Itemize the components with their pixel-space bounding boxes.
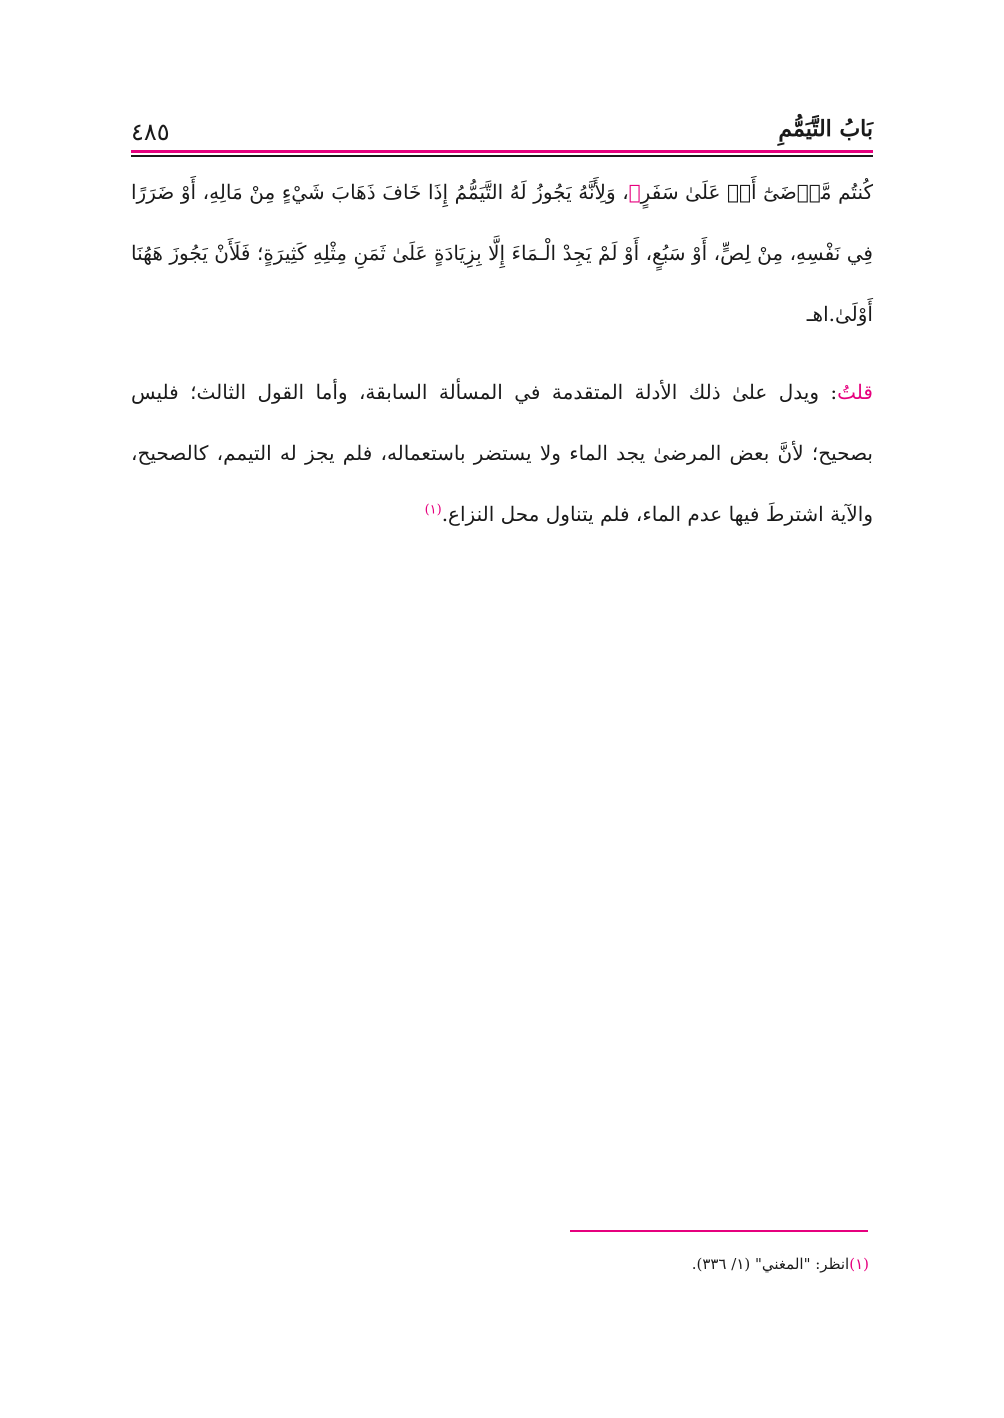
header-divider-accent	[131, 150, 873, 153]
qalat-label: قلتُ	[837, 380, 873, 404]
footnote-divider	[570, 1230, 868, 1232]
quoted-passage	[131, 162, 873, 345]
quoted-passage-text: ، وَلِأَنَّهُ يَجُوزُ لَهُ التَّيَمُّمُ إِذَا خَافَ ذَهَابَ شَيْءٍ مِنْ مَالِهِ، أَوْ ضَرَرًا فِي نَفْسِهِ، مِنْ لِصٍّ، أَوْ سَبُعٍ، أَوْ لَمْ يَجِدْ الْـمَاءَ إِلَّا بِزِيَادَةٍ عَلَىٰ ثَمَنِ مِثْلِهِ كَثِيرَةٍ؛ فَلَأَنْ يَجُوزَ هَهُنَا أَوْلَىٰ.اهـ	[131, 180, 873, 326]
page-header	[131, 112, 873, 154]
verse-end-bracket: ﴾	[628, 180, 641, 204]
footnote-marker: (١)	[849, 1255, 869, 1273]
footnote	[692, 1252, 869, 1276]
footnote-text: انظر: "المغني" (١/ ٣٣٦).	[691, 1255, 850, 1273]
header-divider	[131, 155, 873, 157]
author-commentary	[131, 362, 873, 545]
quran-verse: كُنتُم مَّرۡضَىٰٓ أَوۡ عَلَىٰ سَفَرٍ	[640, 180, 873, 204]
footnote-reference[interactable]: (١)	[424, 502, 442, 518]
chapter-title: بَابُ التَّيَمُّمِ	[778, 116, 873, 142]
page-number: ٤٨٥	[131, 118, 170, 146]
commentary-text: : ويدل علىٰ ذلك الأدلة المتقدمة في المسألة السابقة، وأما القول الثالث؛ فليس بصحيح؛ لأنَّ بعض المرضىٰ يجد الماء ولا يستضر باستعماله، فلم يجز له التيمم، كالصحيح، والآية اشترطَ فيها عدم الماء، فلم يتناول محل النزاع.	[131, 380, 873, 526]
